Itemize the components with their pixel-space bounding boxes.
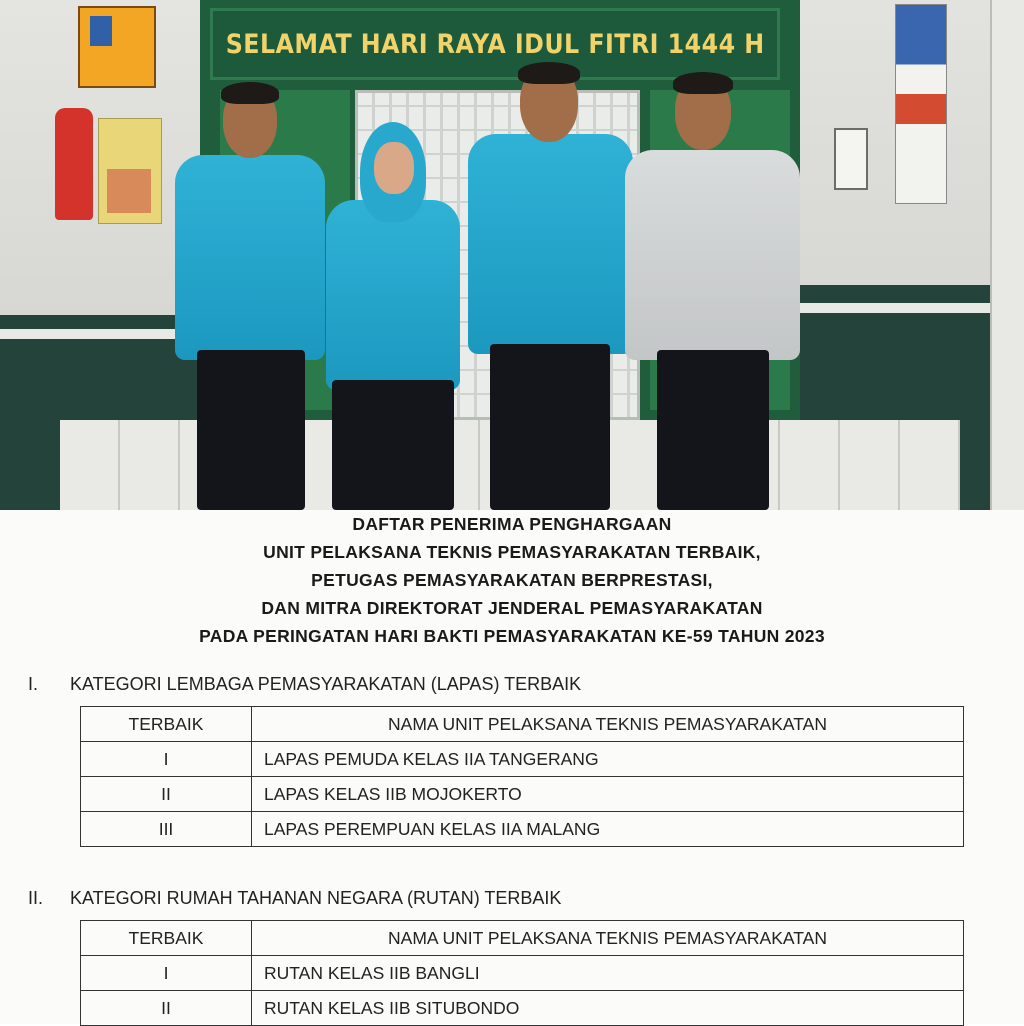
section-2-table xyxy=(80,920,964,1026)
section-2-label: KATEGORI RUMAH TAHANAN NEGARA (RUTAN) TERBAIK xyxy=(70,888,562,908)
table-row xyxy=(81,991,964,1026)
banner-text: SELAMAT HARI RAYA IDUL FITRI 1444 H xyxy=(225,28,765,60)
unit-name-cell: LAPAS PEMUDA KELAS IIA TANGERANG xyxy=(252,742,964,777)
table-row xyxy=(81,742,964,777)
person-2 xyxy=(322,120,462,510)
section-2-number: II. xyxy=(28,888,44,908)
table-row xyxy=(81,956,964,991)
rank-cell: II xyxy=(81,991,252,1026)
pillar xyxy=(990,0,1024,510)
prohibition-sign xyxy=(78,6,156,88)
fire-extinguisher-icon xyxy=(55,108,93,220)
wall-frame-right xyxy=(834,128,868,190)
unit-name-cell: RUTAN KELAS IIB SITUBONDO xyxy=(252,991,964,1026)
unit-name-cell: RUTAN KELAS IIB BANGLI xyxy=(252,956,964,991)
column-header-rank: TERBAIK xyxy=(81,921,252,956)
section-1-number: I. xyxy=(28,674,39,694)
heading-line-4: DAN MITRA DIREKTORAT JENDERAL PEMASYARAKATAN xyxy=(261,598,763,618)
award-document xyxy=(0,510,1024,1024)
wall-poster-left xyxy=(98,118,162,224)
table-header-row xyxy=(81,707,964,742)
heading-line-3: PETUGAS PEMASYARAKATAN BERPRESTASI, xyxy=(311,570,713,590)
heading-line-5: PADA PERINGATAN HARI BAKTI PEMASYARAKATAN KE-59 TAHUN 2023 xyxy=(199,626,825,646)
heading-line-2: UNIT PELAKSANA TEKNIS PEMASYARAKATAN TERBAIK, xyxy=(263,542,761,562)
rank-cell: I xyxy=(81,742,252,777)
unit-name-cell: LAPAS PEREMPUAN KELAS IIA MALANG xyxy=(252,812,964,847)
person-4 xyxy=(625,72,800,510)
heading-line-1: DAFTAR PENERIMA PENGHARGAAN xyxy=(352,514,672,534)
wall-poster-right xyxy=(895,4,947,204)
rank-cell: III xyxy=(81,812,252,847)
person-3 xyxy=(468,62,633,510)
table-row xyxy=(81,812,964,847)
section-2-title xyxy=(28,888,561,909)
section-1-table xyxy=(80,706,964,847)
document-heading xyxy=(0,510,1024,650)
column-header-name: NAMA UNIT PELAKSANA TEKNIS PEMASYARAKATAN xyxy=(252,707,964,742)
table-header-row xyxy=(81,921,964,956)
column-header-name: NAMA UNIT PELAKSANA TEKNIS PEMASYARAKATAN xyxy=(252,921,964,956)
table-row xyxy=(81,777,964,812)
section-1-label: KATEGORI LEMBAGA PEMASYARAKATAN (LAPAS) TERBAIK xyxy=(70,674,582,694)
rank-cell: I xyxy=(81,956,252,991)
section-1-title xyxy=(28,674,581,695)
group-photo xyxy=(0,0,1024,510)
person-1 xyxy=(175,80,325,510)
column-header-rank: TERBAIK xyxy=(81,707,252,742)
unit-name-cell: LAPAS KELAS IIB MOJOKERTO xyxy=(252,777,964,812)
rank-cell: II xyxy=(81,777,252,812)
